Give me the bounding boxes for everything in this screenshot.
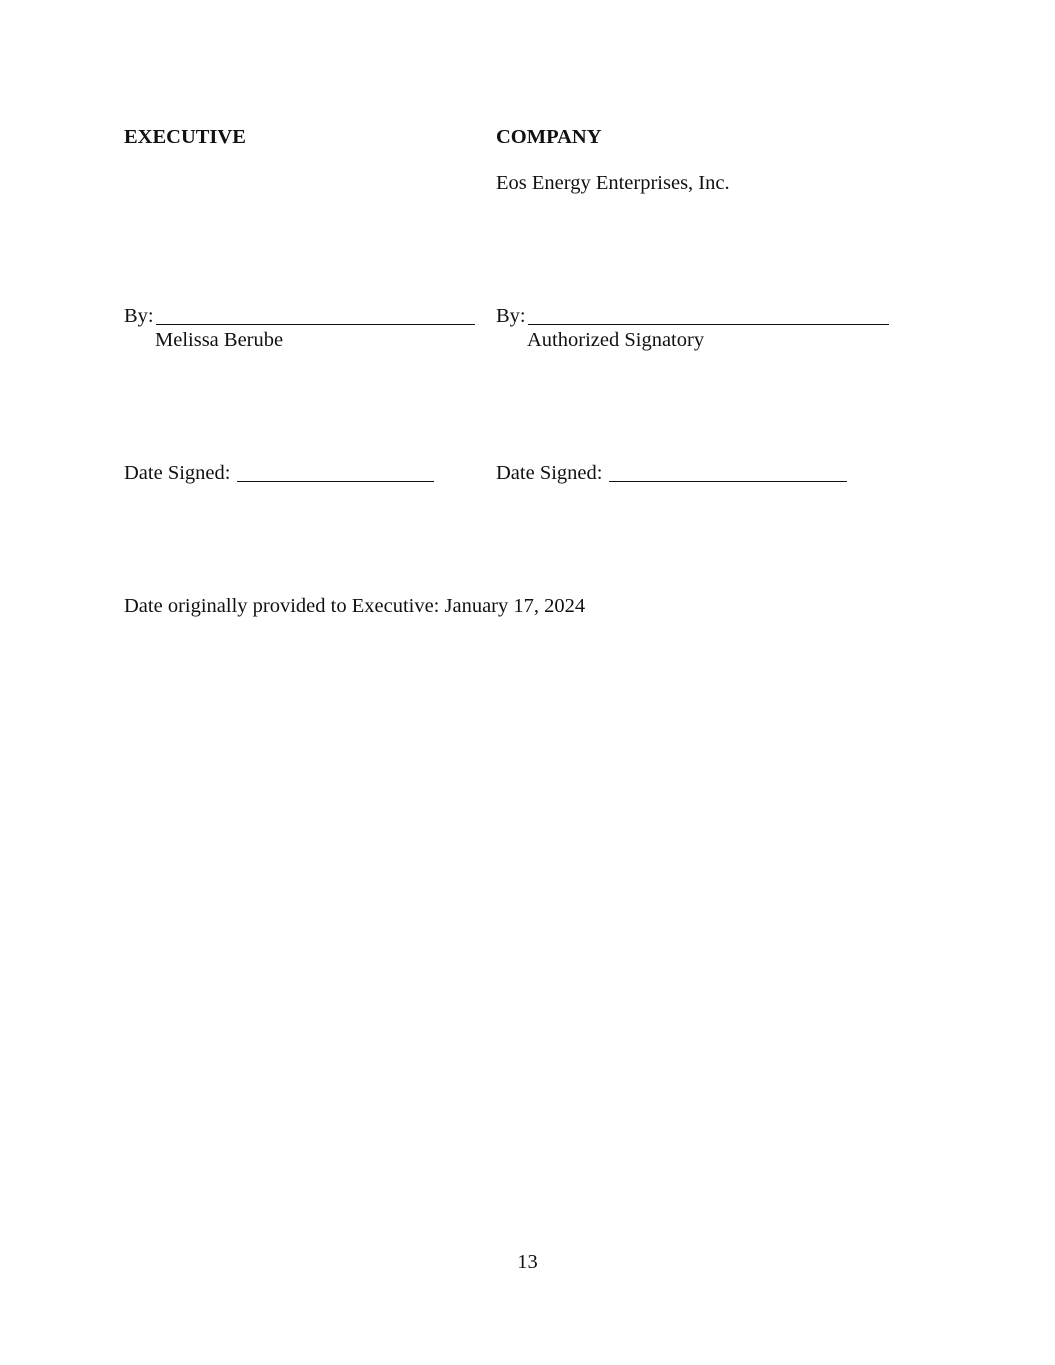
date-provided-note: Date originally provided to Executive: January 17, 2024: [124, 595, 586, 617]
executive-date-line[interactable]: [237, 481, 434, 482]
company-signature-line[interactable]: [528, 324, 889, 325]
executive-signer-name: Melissa Berube: [155, 329, 284, 351]
company-entity-name: Eos Energy Enterprises, Inc.: [496, 172, 730, 194]
company-signer-title: Authorized Signatory: [527, 329, 705, 351]
company-date-label: Date Signed:: [496, 462, 603, 484]
executive-signature-line[interactable]: [156, 324, 475, 325]
page-number: 13: [517, 1251, 538, 1273]
company-date-line[interactable]: [609, 481, 847, 482]
executive-by-label: By:: [124, 305, 154, 327]
executive-heading: EXECUTIVE: [124, 126, 246, 148]
company-heading: COMPANY: [496, 126, 602, 148]
executive-date-label: Date Signed:: [124, 462, 231, 484]
company-by-label: By:: [496, 305, 526, 327]
